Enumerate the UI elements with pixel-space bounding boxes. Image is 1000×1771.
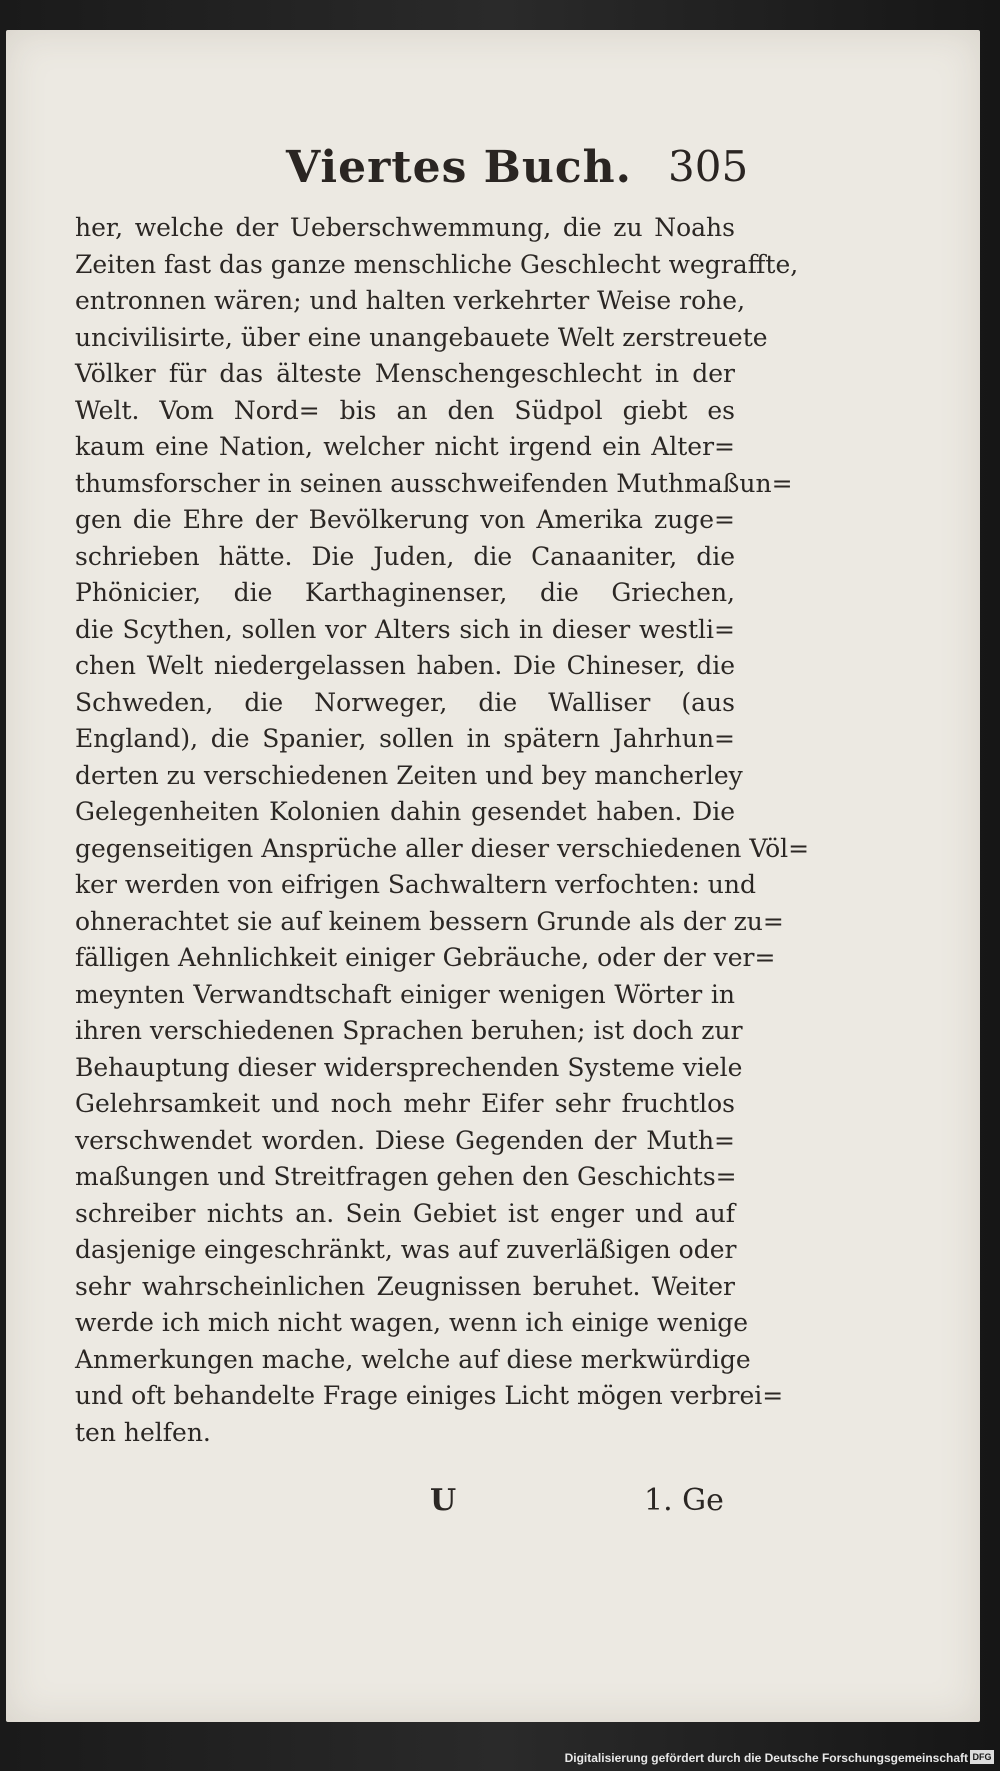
text-line: entronnen wären; und halten verkehrter Weise rohe,: [75, 286, 746, 315]
dfg-logo: DFG: [970, 1750, 994, 1764]
text-line: gegenseitigen Ansprüche aller dieser verschiedenen Völ=: [75, 833, 810, 863]
text-line: meynten Verwandtschaft einiger wenigen Wörter in: [75, 979, 735, 1009]
text-line: derten zu verschiedenen Zeiten und bey mancherley: [75, 760, 743, 790]
text-line: Gelegenheiten Kolonien dahin gesendet haben. Die: [75, 797, 735, 826]
text-line: dasjenige eingeschränkt, was auf zuverläßigen oder: [75, 1235, 737, 1264]
text-line: her, welche der Ueberschwemmung, die zu Noahs: [75, 213, 735, 242]
text-line: verschwendet worden. Diese Gegenden der Muth=: [75, 1125, 735, 1155]
text-line: maßungen und Streitfragen gehen den Geschichts=: [75, 1162, 737, 1191]
digitization-credit: Digitalisierung gefördert durch die Deutsche Forschungsgemeinschaft: [564, 1751, 968, 1765]
text-line: Zeiten fast das ganze menschliche Geschlecht wegraffte,: [75, 249, 799, 279]
text-line: ker werden von eifrigen Sachwaltern verfochten: und: [75, 870, 756, 899]
text-line: sehr wahrscheinlichen Zeugnissen beruhet. Weiter: [75, 1271, 735, 1301]
text-line: kaum eine Nation, welcher nicht irgend ein Alter=: [75, 432, 735, 461]
body-text: [75, 210, 810, 1451]
text-line: die Scythen, sollen vor Alters sich in dieser westli=: [75, 614, 735, 644]
text-line: Anmerkungen mache, welche auf diese merkwürdige: [75, 1344, 751, 1374]
text-line: ihren verschiedenen Sprachen beruhen; ist doch zur: [75, 1016, 743, 1045]
text-line: gen die Ehre der Bevölkerung von Amerika zuge=: [75, 505, 735, 534]
text-line: Völker für das älteste Menschengeschlecht in der: [75, 359, 735, 388]
text-line: Schweden, die Norweger, die Walliser (aus: [75, 687, 735, 717]
text-line: schreiber nichts an. Sein Gebiet ist enger und auf: [75, 1198, 735, 1228]
text-line: werde ich mich nicht wagen, wenn ich einige wenige: [75, 1308, 749, 1337]
text-line: Welt. Vom Nord= bis an den Südpol giebt es: [75, 395, 735, 425]
running-title: Viertes Buch.: [286, 142, 632, 193]
page-number: 305: [668, 142, 749, 191]
text-line: ohnerachtet sie auf keinem bessern Grunde als der zu=: [75, 906, 784, 936]
text-line: ten helfen.: [75, 1417, 211, 1447]
text-line: und oft behandelte Frage einiges Licht mögen verbrei=: [75, 1381, 784, 1410]
text-line: fälligen Aehnlichkeit einiger Gebräuche, oder der ver=: [75, 943, 776, 972]
signature-mark: U: [430, 1483, 457, 1518]
text-line: schrieben hätte. Die Juden, die Canaaniter, die: [75, 541, 735, 571]
text-line: thumsforscher in seinen ausschweifenden Muthmaßun=: [75, 468, 793, 498]
text-line: uncivilisirte, über eine unangebauete Welt zerstreuete: [75, 322, 768, 352]
text-line: Gelehrsamkeit und noch mehr Eifer sehr fruchtlos: [75, 1089, 735, 1118]
text-line: Behauptung dieser widersprechenden Systeme viele: [75, 1052, 743, 1082]
text-line: England), die Spanier, sollen in spätern Jahrhun=: [75, 724, 735, 753]
text-line: Phönicier, die Karthaginenser, die Griechen,: [75, 578, 735, 607]
catchword: 1. Ge: [644, 1483, 724, 1518]
text-line: chen Welt niedergelassen haben. Die Chineser, die: [75, 651, 735, 680]
